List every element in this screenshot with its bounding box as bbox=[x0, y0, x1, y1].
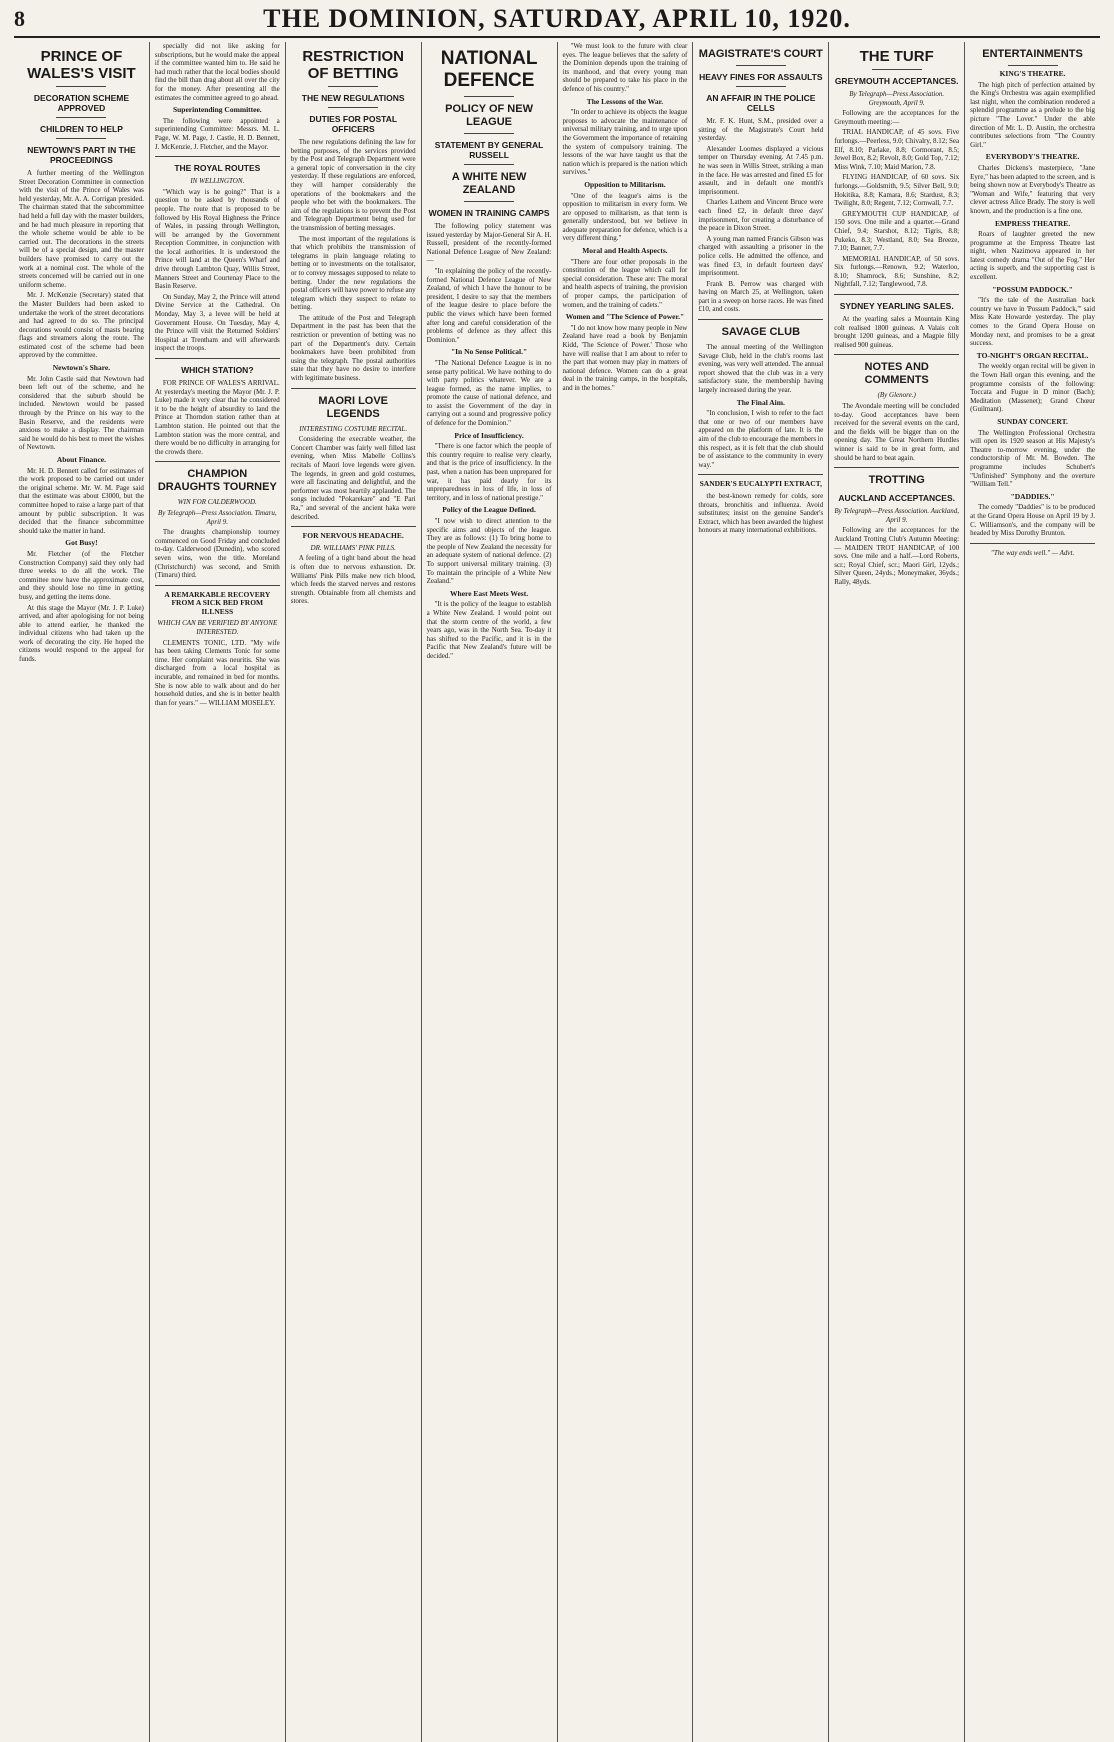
ad-headline: FOR NERVOUS HEADACHE. bbox=[302, 531, 404, 541]
article-paragraph: The annual meeting of the Wellington Savage Club, held in the club's rooms last evening, was very well attended. The annual report showed that the club was in a very satisfactory state, the membership having largely increased during the year. bbox=[698, 343, 824, 395]
article-paragraph: MEMORIAL HANDICAP, of 50 sovs. Six furlongs.—Renown, 9.2; Waterloo, 8.10; Shamrock, 8.6; Sunshine, 8.2; Nightfall, 7.12; Tanglewood, 7.8. bbox=[834, 254, 960, 289]
deck-white-nz: A WHITE NEW ZEALAND bbox=[451, 171, 527, 196]
article-paragraph: The comedy "Daddies" is to be produced at the Grand Opera House on April 19 by J. C. Williamson's, and the company will be headed by Miss Dorothy Brunton. bbox=[970, 503, 1095, 538]
ad-headline: SANDER'S EUCALYPTI EXTRACT, bbox=[699, 479, 822, 489]
deck-regulations: THE NEW REGULATIONS bbox=[301, 93, 405, 103]
subhead: "POSSUM PADDOCK." bbox=[992, 284, 1073, 294]
subhead: WIN FOR CALDERWOOD. bbox=[177, 498, 257, 507]
subhead: INTERESTING COSTUME RECITAL. bbox=[299, 424, 408, 433]
ad-body: the best-known remedy for colds, sore throats, bronchitis and influenza. Avoid substitutes; insist on the genuine Sander's Extract, which has been awarded the highest honours at many international exhibitions. bbox=[698, 491, 824, 535]
subhead: EVERYBODY'S THEATRE. bbox=[985, 152, 1080, 162]
headline-sydney-sales: SYDNEY YEARLING SALES. bbox=[839, 301, 954, 312]
article-paragraph: FLYING HANDICAP, of 60 sovs. Six furlongs.—Goldsmith, 9.5; Silver Bell, 9.0; Hokitika, 8.8; Kamara, 8.6; Stardust, 8.3; Twilight, 8.0; Regent, 7.12; Cornwall, 7.7. bbox=[834, 173, 960, 208]
article-paragraph: The Wellington Professional Orchestra will open its 1920 season at His Majesty's Theatre to-morrow evening, under the conductorship of Mr. M. Bowden. The programme includes Schubert's "Unfinished" Symphony and the overture "William Tell." bbox=[970, 428, 1095, 489]
article-paragraph: "Which way is he going?" That is a question to be asked by thousands of people. The route that is proposed to be followed by His Royal Highness the Prince of Wales, in passing through Wellington, will be arranged by the Government Reception Committee, in conjunction with the local authorities. It is understood the Prince will land at the Queen's Wharf and drive through Lambton Quay, Willis Street, Manners Street and Courtenay Place to the Basin Reserve. bbox=[154, 187, 280, 291]
article-paragraph: The following were appointed a superintending Committee: Messrs. M. L. Page, W. M. Page, J. Castle, H. D. Bennett, J. McKenzie, J. Fletcher, and the Mayor. bbox=[154, 116, 280, 151]
article-paragraph: Mr. H. D. Bennett called for estimates of the work proposed to be carried out under the original scheme. Mr. W. M. Page said that the estimate was about £3000, but the committee hoped to raise a large part of that amount by public subscription. It was decided that the finance subcommittee should take the matter in hand. bbox=[19, 466, 144, 535]
article-paragraph: Frank B. Perrow was charged with having on March 25, at Wellington, taken part in a sweep on horse races. He was fined £10, and costs. bbox=[698, 279, 824, 314]
article-paragraph: The following policy statement was issued yesterday by Major-General Sir A. H. Russell, president of the recently-formed National Defence League of New Zealand:— bbox=[426, 222, 552, 265]
article-paragraph: Mr. John Castle said that Newtown had been left out of the scheme, and he considered that the suburb should be included. Newtown would be passed through by the Prince on his way to the Basin Reserve, and the residents were anxious to make a display. The chairman said he would do his best to meet the wishes of Newtown. bbox=[19, 374, 144, 452]
paper-title: THE DOMINION, SATURDAY, APRIL 10, 1920. bbox=[263, 4, 851, 33]
column-7 bbox=[829, 42, 965, 1742]
column-2 bbox=[150, 42, 286, 1742]
article-paragraph: "There is one factor which the people of this country require to realise very clearly, and that is the price of insufficiency. In the past, when a nation has been unprepared for war, it has paid dearly for its unpreparedness in loss of life, in loss of territory, and in loss of national prestige." bbox=[426, 442, 552, 502]
subhead: The Lessons of the War. bbox=[586, 96, 664, 106]
article-paragraph: "It's the tale of the Australian back country we have in 'Possum Paddock,'" said Miss Kate Howarde yesterday. The play comes to the Grand Opera House on Monday next, and promises to be a great success. bbox=[970, 296, 1095, 348]
headline-prince-visit: PRINCE OF WALES'S VISIT bbox=[27, 48, 136, 82]
byline: By Telegraph—Press Association. Timaru, April 9. bbox=[158, 508, 277, 526]
article-paragraph: At this stage the Mayor (Mr. J. P. Luke) arrived, and after apologising for not being able to attend earlier, he thanked the individual citizens who had taken up the work of decorating the city. He hoped the citizens would respond to the appeal for funds. bbox=[19, 603, 144, 664]
deck-fines: HEAVY FINES FOR ASSAULTS bbox=[699, 72, 823, 82]
subhead: Price of Insufficiency. bbox=[454, 430, 524, 440]
headline-savage-club: SAVAGE CLUB bbox=[721, 326, 801, 339]
article-paragraph: Mr. Fletcher (of the Fletcher Construction Company) said they only had three weeks to do all the work. The committee now have the approximate cost, and they should lose no time in getting busy, and getting the items done. bbox=[19, 549, 144, 601]
article-paragraph: The most important of the regulations is that which prohibits the transmission of telegrams in plain language relating to betting or to investments on the totalisator, or to convey messages supposed to relate to betting. Under the new regulations the postal officers will have power to refuse any telegram which they suspect to relate to betting. bbox=[290, 234, 416, 312]
subhead: Moral and Health Aspects. bbox=[582, 246, 668, 256]
subhead: SUNDAY CONCERT. bbox=[997, 416, 1068, 426]
article-paragraph: FOR PRINCE OF WALES'S ARRIVAL. At yesterday's meeting the Mayor (Mr. J. P. Luke) made it very clear that he considered it to be the height of absurdity to land the Prince at Thorndon station rather than at Lambton station. He pointed out that the Lambton station was the more central, and there would be no difficulty in arranging for the crowds there. bbox=[154, 379, 280, 456]
subhead: Opposition to Militarism. bbox=[584, 179, 666, 189]
article-paragraph: Alexander Loomes displayed a vicious temper on Thursday evening. At 7.45 p.m. he was seen in Willis Street, striking a man in the face. He was arrested and fined £5 for assault, and in default one month's imprisonment. bbox=[698, 144, 824, 196]
article-paragraph: The high pitch of perfection attained by the King's Orchestra was again exemplified last night, when the combination rendered a splendid programme as a prelude to the big picture "The Lover." Under the able direction of Mr. L. D. Austin, the orchestra contributes selections from "The Country Girl." bbox=[970, 80, 1095, 149]
article-paragraph: Considering the execrable weather, the Concert Chamber was fairly well filled last evening, when Miss Mabelle Collins's recitals of Maori love legends were given. The legends, in green and gold costumes, were all fascinating and delightful, and the performer was most heartily applauded. The songs included "Pokarekare" and "E Pari Ra," and several of the ancient haka were described. bbox=[290, 435, 416, 521]
subhead: The Final Aim. bbox=[736, 397, 785, 407]
article-paragraph: "There are four other proposals in the constitution of the league which call for special consideration. These are: The moral and health aspects of training, the provision of proper camps, the participation of women, and the training of cadets." bbox=[562, 257, 688, 309]
subhead: Got Busy! bbox=[65, 538, 98, 548]
subhead: About Finance. bbox=[56, 455, 107, 464]
article-paragraph: At the yearling sales a Mountain King colt realised 1800 guineas. A Valais colt brought 1200 guineas, and a Magpie filly realised 900 guineas. bbox=[834, 315, 960, 349]
deck-decoration: DECORATION SCHEME APPROVED bbox=[33, 93, 130, 113]
footer-ad: "The way ends well." — Advt. bbox=[990, 548, 1075, 557]
subhead: IN WELLINGTON. bbox=[190, 177, 245, 186]
article-paragraph: Charles Dickens's masterpiece, "Jane Eyre," has been adapted to the screen, and is being shown now at Everybody's Theatre as "Woman and Wife," featuring that very clever actress Alice Brady. The story is well known, and the production is a fine one. bbox=[970, 163, 1095, 215]
deck-auckland: AUCKLAND ACCEPTANCES. bbox=[838, 493, 955, 504]
article-paragraph: A further meeting of the Wellington Street Decoration Committee in connection with the visit of the Prince of Wales was held yesterday, Mr. A. A. Corrigan presided. The chairman stated that the subcommittee had held a full day with the master builders, and he had much pleasure in reporting that the whole scheme would be able to be carried out. The decorations in the streets will be of a special design, and the master builders have promised to carry out the work at a nominal cost. The whole of the streets concerned will be carried out in one uniform scheme. bbox=[19, 169, 144, 289]
subhead: EMPRESS THEATRE. bbox=[994, 218, 1071, 228]
subhead: "DADDIES." bbox=[1010, 491, 1055, 501]
columns bbox=[14, 42, 1100, 1742]
article-paragraph: TRIAL HANDICAP, of 45 sovs. Five furlongs.—Peerless, 9.0; Chivalry, 8.12; Sea Elf, 8.10; Parlake, 8.8; Cormorant, 8.5; Jewel Box, 8.2; Revolt, 8.0; Gold Top, 7.12; Miss Wink, 7.10; Maid Marion, 7.8. bbox=[834, 128, 960, 171]
column-6 bbox=[693, 42, 829, 1742]
column-3 bbox=[286, 42, 422, 1742]
article-paragraph: "In conclusion, I wish to refer to the fact that one or two of our members have appeared on the platform of late. It is the aim of the club to encourage the members in this respect, as it is felt that the club should be of assistance to the community in every way." bbox=[698, 409, 824, 469]
deck-newtown: NEWTOWN'S PART IN THE PROCEEDINGS bbox=[27, 145, 136, 165]
article-paragraph: "One of the league's aims is the opposition to militarism in every form. We are opposed to militarism, as that term is generally understood, but we believe in adequate preparation for defence, which is a very different thing." bbox=[562, 191, 688, 243]
subhead: "In No Sense Political." bbox=[450, 347, 528, 357]
article-paragraph: The draughts championship tourney commenced on Good Friday and concluded to-day. Calderwood (Dunedin), who scored seven wins, won the title. Moreland (Christchurch) was second, and Smith (Timaru) third. bbox=[154, 528, 280, 580]
headline-which-station: WHICH STATION? bbox=[181, 365, 254, 375]
article-paragraph: Mr. F. K. Hunt, S.M., presided over a sitting of the Magistrate's Court held yesterday. bbox=[698, 117, 824, 143]
deck-police-cells: AN AFFAIR IN THE POLICE CELLS bbox=[706, 93, 816, 113]
article-paragraph: On Sunday, May 2, the Prince will attend Divine Service at the Cathedral. On Monday, May 3, a levee will be held at Government House. On Tuesday, May 4, the Prince will visit the Returned Soldiers' Hospital at Trentham and will afterwards inspect the troops. bbox=[154, 292, 280, 353]
subhead: Women and "The Science of Power." bbox=[565, 312, 685, 322]
ad-headline: A REMARKABLE RECOVERY FROM A SICK BED FROM ILLNESS bbox=[164, 589, 271, 616]
headline-maori-legends: MAORI LOVE LEGENDS bbox=[318, 394, 389, 420]
headline-royal-routes: THE ROYAL ROUTES bbox=[174, 163, 261, 174]
article-paragraph: specially did not like asking for subscriptions, but he would make the appeal if the committee wanted him to. He said he had much rather that the local bodies should find the bill than drag about all over the city for the money. After presenting all the estimates the committee agreed to go ahead. bbox=[154, 42, 280, 102]
article-paragraph: Mr. J. McKenzie (Secretary) stated that the Master Builders had been asked to undertake the work of the street decorations and had agreed to do so. The principal decorations would consist of masts bearing flags and streamers along the route. The estimated cost of the scheme had been approved by the committee. bbox=[19, 291, 144, 360]
subhead: KING'S THEATRE. bbox=[999, 69, 1066, 78]
byline: (By Glenore.) bbox=[877, 391, 916, 400]
ad-body: A feeling of a tight band about the head is often due to nervous exhaustion. Dr. Williams' Pink Pills make new rich blood, which feeds the starved nerves and restores strength. Obtainable from all chemists and stores. bbox=[290, 554, 416, 606]
article-paragraph: Charles Lathem and Vincent Bruce were each fined £2, in default three days' imprisonment, for creating a disturbance of the peace in Dixon Street. bbox=[698, 198, 824, 233]
article-paragraph: "We must look to the future with clear eyes. The league believes that the safety of the Dominion depends upon the training of its manhood, and that every young man should be prepared to take his place in the defence of his country." bbox=[562, 42, 688, 93]
headline-entertainments: ENTERTAINMENTS bbox=[982, 48, 1083, 60]
headline-the-turf: THE TURF bbox=[859, 48, 934, 65]
article-paragraph: Roars of laughter greeted the new programme at the Empress Theatre last night, when Nazimova appeared in her latest comedy drama "Out of the Fog." Her acting is superb, and the supporting cast is excellent. bbox=[970, 230, 1095, 282]
column-8 bbox=[965, 42, 1100, 1742]
headline-magistrates-court: MAGISTRATE'S COURT bbox=[698, 48, 823, 60]
article-paragraph: "It is the policy of the league to establish a White New Zealand. I would point out that the storm centre of the world, a few years ago, was in the North Sea. To-day it has shifted to the Pacific, and it is in the Pacific that New Zealand's future will be decided." bbox=[426, 600, 552, 660]
deck-postal: DUTIES FOR POSTAL OFFICERS bbox=[309, 114, 398, 134]
byline: By Telegraph—Press Association. Auckland, April 9. bbox=[834, 507, 959, 524]
article-paragraph: GREYMOUTH CUP HANDICAP, of 150 sovs. One mile and a quarter.—Grand Chief, 9.4; Starshot, 8.12; Tigris, 8.8; Pukeko, 8.3; Westland, 8.0; Sea Breeze, 7.10; Banner, 7.7. bbox=[834, 209, 960, 253]
page-number: 8 bbox=[14, 6, 25, 31]
subhead: Newtown's Share. bbox=[52, 363, 111, 373]
headline-notes-comments: NOTES AND COMMENTS bbox=[864, 361, 929, 387]
deck-policy: POLICY OF NEW LEAGUE bbox=[445, 103, 533, 128]
subhead: Policy of the League Defined. bbox=[442, 505, 536, 515]
deck-women: WOMEN IN TRAINING CAMPS bbox=[428, 208, 550, 218]
subhead: TO-NIGHT'S ORGAN RECITAL. bbox=[976, 350, 1089, 360]
headline-trotting: TROTTING bbox=[868, 474, 925, 487]
article-paragraph: The weekly organ recital will be given in the Town Hall organ this evening, and the programme consists of the following: Toccata and Fugue in D minor (Bach); Meditation (Massenet); Grand Chœur (Guilmant). bbox=[970, 362, 1095, 414]
column-5 bbox=[558, 42, 694, 1742]
deck-greymouth: GREYMOUTH ACCEPTANCES. bbox=[834, 76, 959, 86]
article-paragraph: "I now wish to direct attention to the specific aims and objects of the league. They are as follows: (1) To bring home to the people of New Zealand the necessity for an adequate system of national defence. (2) To support universal military training. (3) To maintain the principle of a White New Zealand." bbox=[426, 517, 552, 586]
headline-national-defence: NATIONAL DEFENCE bbox=[440, 48, 538, 91]
article-paragraph: The attitude of the Post and Telegraph Department in the past has been that the restriction or prevention of betting was no part of the Department's duty. Certain bookmakers have been prohibited from using the telegraph. The postal authorities state that they have no desire to interfere with legitimate business. bbox=[290, 313, 416, 383]
ad-body: CLEMENTS TONIC, LTD. "My wife has been taking Clements Tonic for some time. Her complaint was neuritis. She was discharged from a local hospital as incurable, and remained in bed for months. She is now able to walk about and do her household duties, and she is in better health than for years." — WILLIAM MOSELEY. bbox=[154, 638, 280, 707]
subhead: Superintending Committee. bbox=[172, 105, 262, 115]
ad-subhead: DR. WILLIAMS' PINK PILLS. bbox=[310, 543, 396, 552]
article-paragraph: "I do not know how many people in New Zealand have read a book by Benjamin Kidd, 'The Science of Power.' Those who have will realise that I am about to refer to the part that women may play in matters of national defence. Women can do a great deal in the training camps, in the hospitals, and in the homes." bbox=[562, 323, 688, 392]
subhead: Where East Meets West. bbox=[450, 588, 529, 598]
column-4 bbox=[422, 42, 558, 1742]
column-1 bbox=[14, 42, 150, 1742]
article-paragraph: The new regulations defining the law for betting purposes, of the services provided by the Post and Telegraph Department were a general topic of conversation in the city yesterday. If these regulations are enforced, they will hamper considerably the operations of the bookmakers and the people who bet with the bookmakers. The aim of the regulations is to prevent the Post and Telegraph Department being used for the transmission of betting messages. bbox=[290, 138, 416, 232]
article-paragraph: Following are the acceptances for the Auckland Trotting Club's Autumn Meeting:— MAIDEN TROT HANDICAP, of 100 sovs. One mile and a half.—Lord Roberts, scr.; Royal Chief, scr.; Maori Girl, 12yds.; Silver Queen, 24yds.; Moneymaker, 36yds.; Rally, 48yds. bbox=[834, 526, 960, 586]
article-paragraph: The Avondale meeting will be concluded to-day. Good acceptances have been received for the several events on the card, and the fields will be bigger than on the opening day. The Great Northern Hurdles winner is said to be in great form, and should be hard to beat again. bbox=[834, 402, 960, 462]
masthead bbox=[14, 0, 1100, 38]
headline-draughts: CHAMPION DRAUGHTS TOURNEY bbox=[157, 468, 277, 494]
article-paragraph: "In explaining the policy of the recently-formed National Defence League of New Zealand, of which I have the honour to be president, I desire to say that the members of the league desire to place before the public the views which have been formed after long and careful consideration of the problems of defence as they affect this Dominion." bbox=[426, 266, 552, 344]
byline: By Telegraph—Press Association. Greymouth, April 9. bbox=[849, 90, 945, 107]
deck-children: CHILDREN TO HELP bbox=[39, 124, 123, 134]
article-paragraph: "The National Defence League is in no sense party political. We have nothing to do with party politics whatever. We are a league formed, as the name implies, to promote the cause of national defence, and to assist the Government of the day in carrying out a sound and progressive policy of defence for the Dominion." bbox=[426, 358, 552, 428]
ad-subhead: WHICH CAN BE VERIFIED BY ANYONE INTERESTED. bbox=[157, 619, 278, 637]
article-paragraph: Following are the acceptances for the Greymouth meeting:— bbox=[834, 109, 960, 126]
deck-statement: STATEMENT BY GENERAL RUSSELL bbox=[434, 140, 544, 160]
headline-betting: RESTRICTION OF BETTING bbox=[302, 48, 405, 82]
article-paragraph: "In order to achieve its objects the league proposes to advocate the maintenance of universal military training, and to urge upon the Government the importance of retaining the system of compulsory training. The lessons of the war have taught us that the nation which is prepared is the nation which survives." bbox=[562, 108, 688, 177]
article-paragraph: A young man named Francis Gibson was charged with assaulting a prisoner in the police cells. He admitted the offence, and was fined £3, in default fourteen days' imprisonment. bbox=[698, 234, 824, 278]
